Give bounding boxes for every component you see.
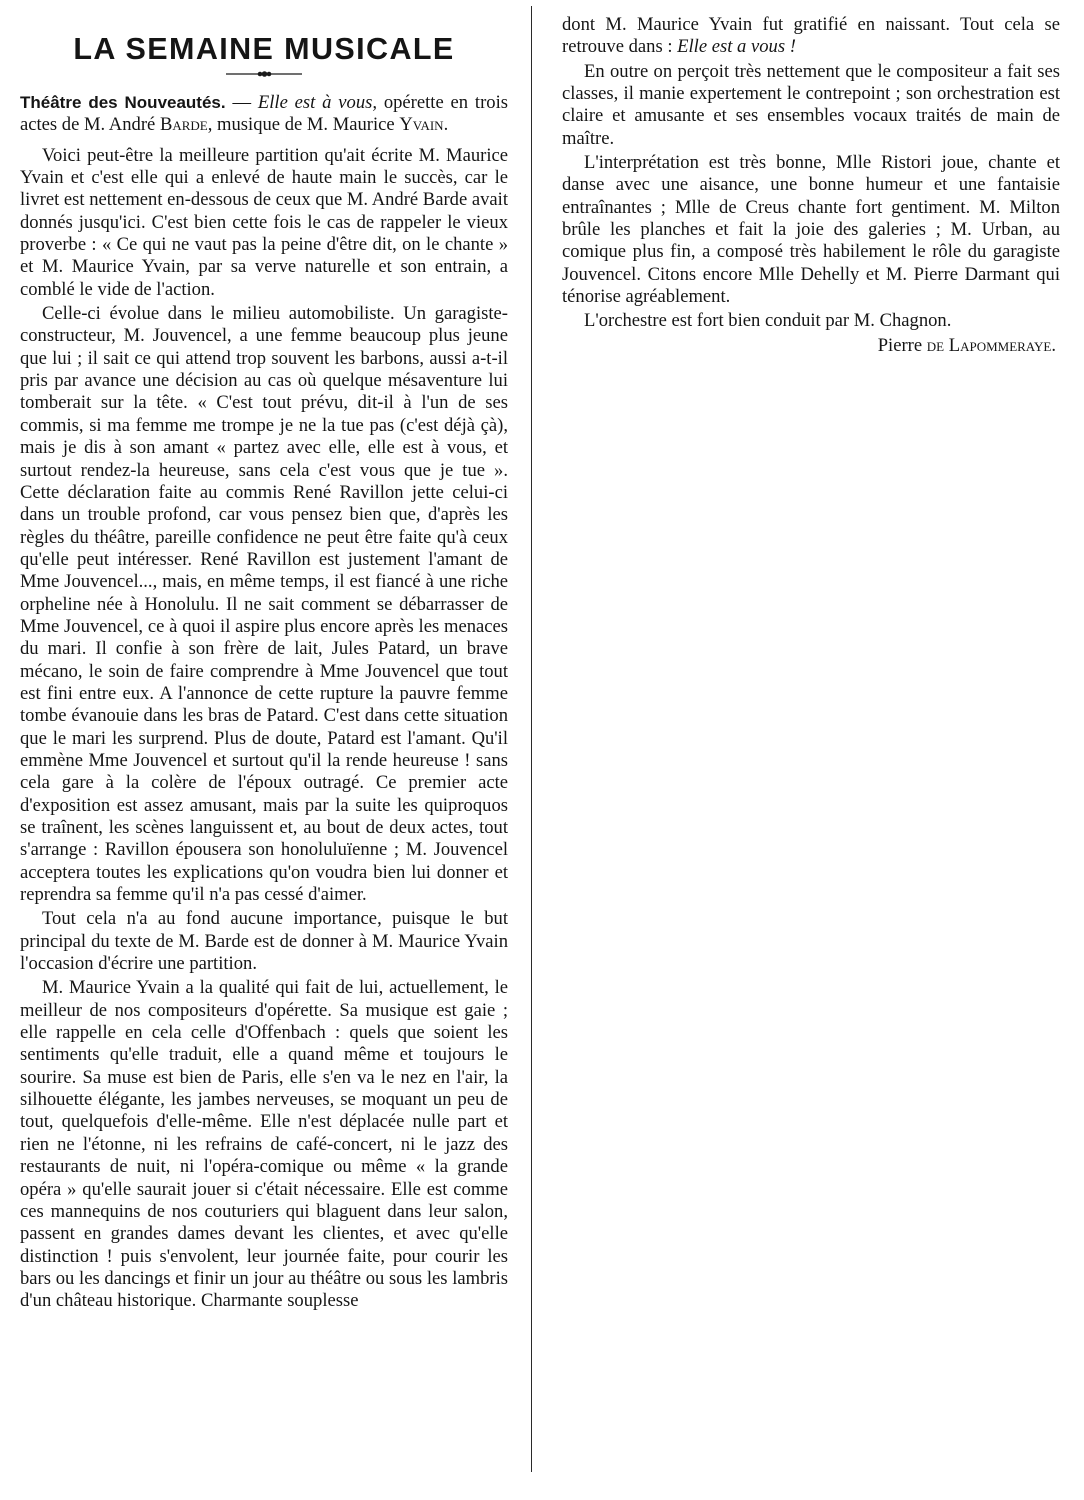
paragraph: Tout cela n'a au fond aucune importance, puisque le but principal du texte de M. Barde est de donner à M. Maurice Yvain l'occasion d'écrire une partition. [20, 908, 508, 975]
paragraph: L'orchestre est fort bien conduit par M. Chagnon. [584, 310, 952, 332]
right-column [562, 14, 1060, 357]
paragraph: Celle-ci évolue dans le milieu automobiliste. Un garagiste-constructeur, M. Jouvencel, a une femme beaucoup plus jeune que lui ; il sait ce qui attend trop souvent les barbons, aussi a-t-il pris par avance une décision au cas où quelque mésaventure lui tomberait sur la tête. « C'est tout prévu, dit-il à l'un de ses commis, si ma femme me trompe je ne la tue pas (c'est déjà çà), mais je dis à son amant « partez avec elle, elle est à vous, et surtout rendez-la heureuse, sans cela c'est vous que je tue ». Cette déclaration faite au commis René Ravillon jette celui-ci dans un trouble profond, car vous pensez bien que, d'après les règles du théâtre, pareille confidence ne peut être faite qu'à ceux qu'elle peut intéresser. René Ravillon est justement l'amant de Mme Jouvencel..., mais, en même temps, il est fiancé à une riche orpheline née à Honolulu. Il ne sait comment se débarrasser de Mme Jouvencel, ce à quoi il aspire plus encore après les menaces du mari. Il confie à son frère de lait, Jules Patard, un brave mécano, le soin de faire comprendre à Mme Jouvencel que tout est fini entre eux. A l'annonce de cette rupture la pauvre femme tombe évanouie dans les bras de Patard. C'est dans cette situation que le mari les surprend. Plus de doute, Patard est l'amant. Qu'il emmène Mme Jouvencel et surtout qu'il la rende heureuse ! sans cela gare à la colère de l'époux outragé. Ce premier acte d'exposition est assez amusant, mais par la suite les quiproquos se traînent, les scènes languissent et, au bout de deux actes, tout s'arrange : Ravillon épousera son honoluluïenne ; M. Jouvencel acceptera toutes les explications qu'on voudra bien lui donner et reprendra sa femme qu'il n'a pas cessé d'aimer. [20, 303, 508, 906]
venue-name: Théâtre des Nouveautés. [20, 93, 226, 112]
paragraph: Voici peut-être la meilleure partition qu'ait écrite M. Maurice Yvain et c'est elle qui a enlevé de haute main le succès, car le livret est nettement en-dessous de ceux que M. André Barde avait donnés jusqu'ici. C'est bien cette fois le cas de rappeler le vieux proverbe : « Ce qui ne vaut pas la peine d'être dit, on le chante » et M. Maurice Yvain, par sa verve naturelle et son entrain, a comblé le vide de l'action. [20, 144, 508, 300]
author-signature: Pierre de Lapommeraye. [877, 334, 1056, 356]
paragraph: M. Maurice Yvain a la qualité qui fait de lui, actuellement, le meilleur de nos compositeurs d'opérette. Sa musique est gaie ; elle rappelle en cela celle d'Offenbach : quels que soient les sentiments qu'elle traduit, elle a quand même et toujours le sourire. Sa muse est bien de Paris, elle s'en va le nez en l'air, la silhouette élégante, les jambes nerveuses, se moquant un peu de tout, quelquefois d'elle-même. Elle n'est déplacée nulle part et rien ne l'étonne, ni les refrains de café-concert, ni le jazz des restaurants de nuit, ni l'opéra-comique ou même « la grande opéra » qu'elle saurait jouer si c'était nécessaire. Elle est comme ces mannequins de nos couturiers qui blaguent dans leur salon, passent en grandes dames devant les clientes, et avec qu'elle distinction ! puis s'envolent, leur journée faite, pour courir les bars ou les dancings et finir un jour au théâtre ou sous les lambris d'un château historique. Charmante souplesse [20, 977, 508, 1312]
composer-name: Yvain [399, 114, 444, 136]
author-name: Barde [159, 114, 208, 136]
work-title: Elle est à vous, [257, 92, 377, 113]
paragraph: En outre on perçoit très nettement que le compositeur a fait ses classes, il manie expertement le contrepoint ; son orchestration est claire et amusante et ses ensembles vocaux traités de main de maître. [562, 60, 1060, 149]
left-column [20, 14, 508, 1315]
title-ornament-divider [226, 70, 302, 78]
work-title-italic: Elle est a vous ! [677, 36, 796, 58]
column-divider [531, 6, 532, 1472]
paragraph-continuation: dont M. Maurice Yvain fut gratifié en naissant. Tout cela se retrouve dans : Elle est a vous ! [562, 14, 1060, 58]
review-heading: Théâtre des Nouveautés. — Elle est à vous, opérette en trois actes de M. André Barde, musique de M. Maurice Yvain. [20, 92, 508, 136]
page-title: LA SEMAINE MUSICALE [73, 32, 455, 66]
paragraph: L'interprétation est très bonne, Mlle Ristori joue, chante et danse avec une aisance, une bonne humeur et une fantaisie entraînantes ; Mlle de Creus chante fort gentiment. M. Milton brûle les planches et fait la joie des galeries ; M. Urban, au comique plus fin, a composé très habilement le rôle du garagiste Jouvencel. Citons encore Mlle Dehelly et M. Pierre Darmant qui ténorise agréablement. [562, 152, 1060, 308]
